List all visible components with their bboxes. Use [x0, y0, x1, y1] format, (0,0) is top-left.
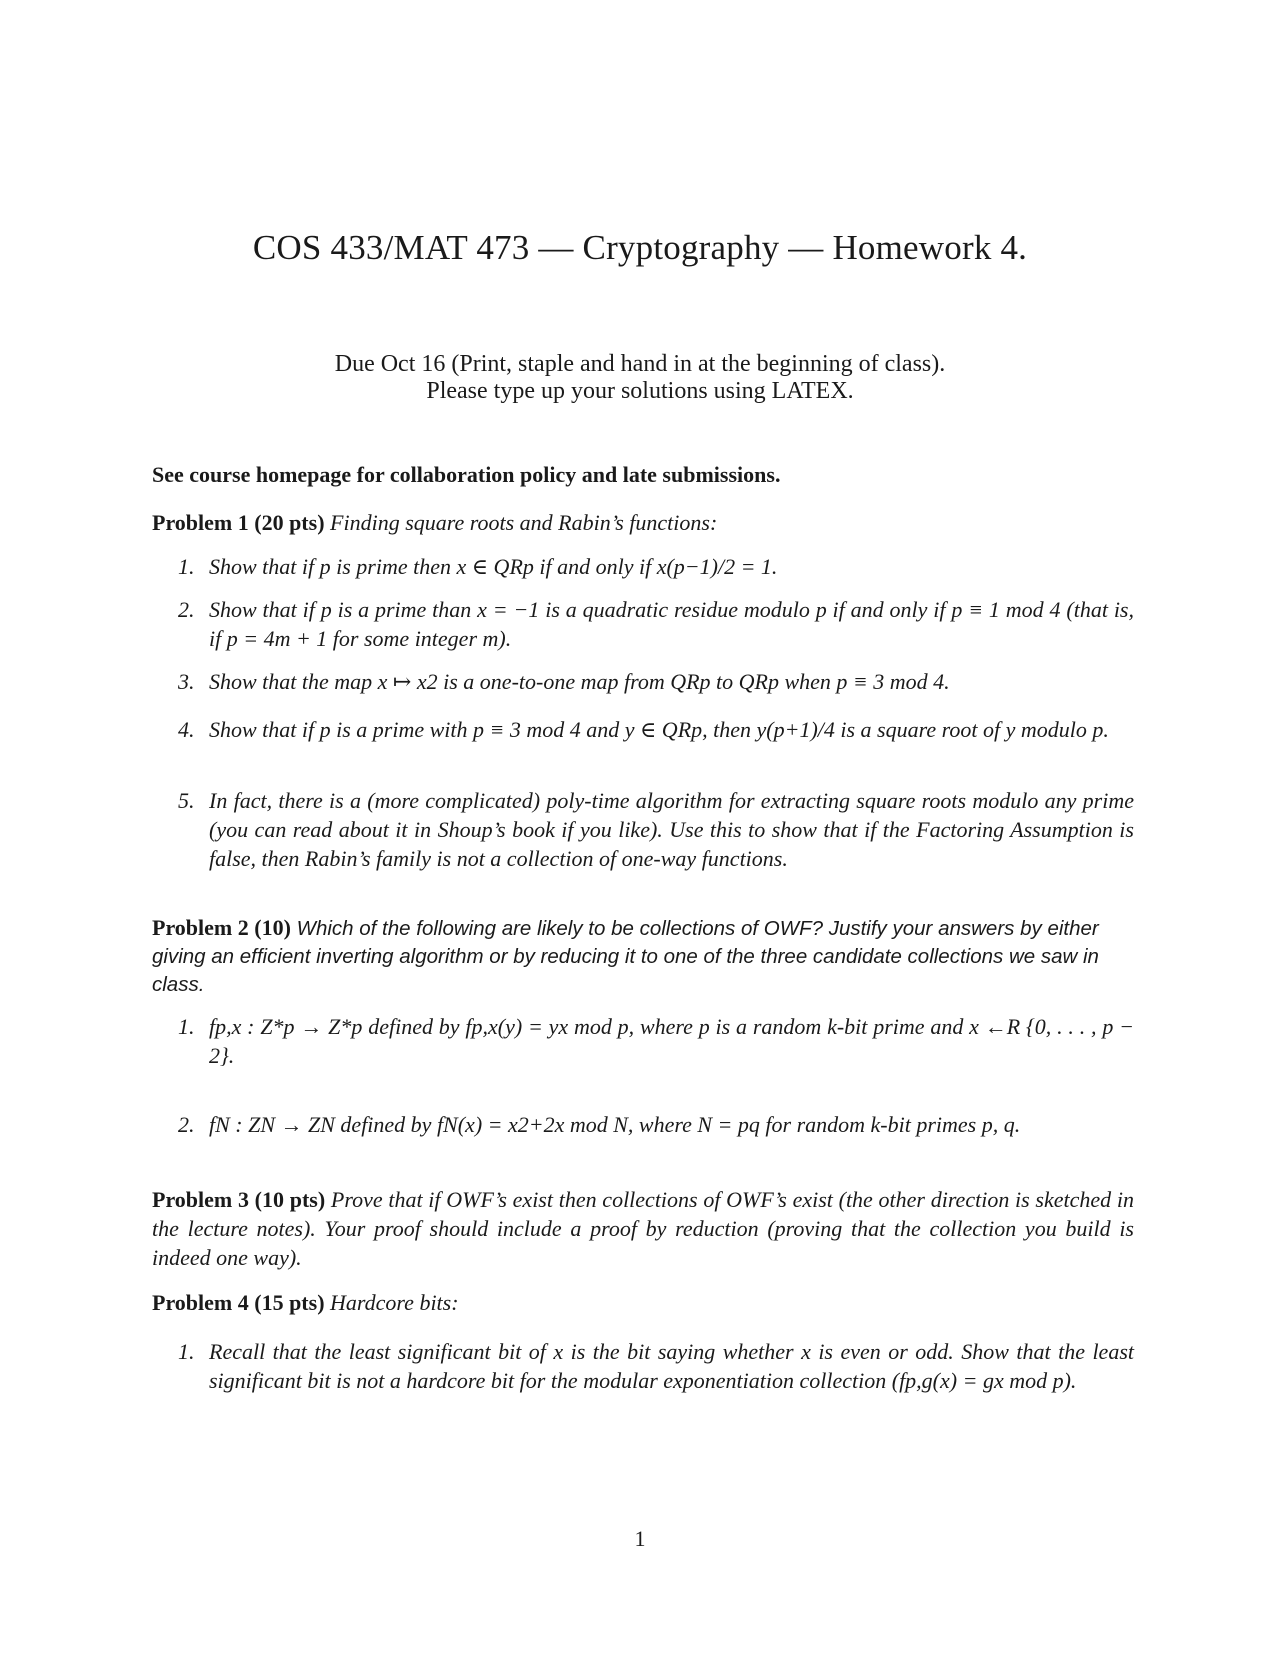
problem-1-item-3: 3. Show that the map x ↦ x2 is a one-to-one map from QRp to QRp when p ≡ 3 mod 4.	[178, 667, 1134, 696]
problem-4-description: Hardcore bits:	[330, 1290, 459, 1315]
problem-1-item-5: 5. In fact, there is a (more complicated) poly-time algorithm for extracting square roots modulo any prime (you can read about it in Shoup’s book if you like). Use this to show that if the Factoring Assumption is false, then Rabin’s family is not a collection of one-way functions.	[178, 788, 1134, 871]
problem-2-item-2: 2. fN : ZN → ZN defined by fN(x) = x2+2x mod N, where N = pq for random k-bit primes p, q.	[178, 1110, 1134, 1139]
problem-3-label: Problem 3 (10 pts)	[152, 1187, 326, 1212]
problem-4-label: Problem 4 (15 pts)	[152, 1290, 325, 1315]
problem-1-label: Problem 1 (20 pts)	[152, 510, 325, 535]
problem-4-item-1: 1. Recall that the least significant bit of x is the bit saying whether x is even or odd. Show that the least significant bit is not a hardcore bit for the modular exponentiation collection (fp,g(x) = gx mod p).	[178, 1339, 1134, 1393]
problem-4-item-1-text: Recall that the least significant bit of x is the bit saying whether x is even or odd. Show that the least significant bit is not a hardcore bit for the modular exponentiation collection (fp,g(x) = gx mod p).	[209, 1339, 1134, 1393]
problem-2-label: Problem 2 (10)	[152, 915, 291, 940]
due-date-line: Due Oct 16 (Print, staple and hand in at the beginning of class).	[334, 351, 946, 377]
problem-2-item-2-text: fN : ZN → ZN defined by fN(x) = x2+2x mod N, where N = pq for random k-bit primes p, q.	[209, 1112, 1021, 1137]
problem-4-heading	[152, 1288, 1134, 1317]
problem-1-heading	[152, 508, 1134, 537]
problem-1-item-4: 4. Show that if p is a prime with p ≡ 3 mod 4 and y ∈ QRp, then y(p+1)/4 is a square root of y modulo p.	[178, 715, 1134, 744]
problem-1-description: Finding square roots and Rabin’s functions:	[330, 510, 718, 535]
latex-instruction-text: Please type up your solutions using LATEX.	[426, 378, 854, 404]
problem-2-heading	[152, 914, 1134, 999]
collaboration-policy: See course homepage for collaboration policy and late submissions.	[152, 462, 781, 487]
problem-1-item-1-text: Show that if p is prime then x ∈ QRp if and only if x(p−1)/2 = 1.	[209, 554, 778, 579]
problem-1-item-1: 1. Show that if p is prime then x ∈ QRp if and only if x(p−1)/2 = 1.	[178, 552, 1134, 581]
problem-2-item-1-text: fp,x : Z*p → Z*p defined by fp,x(y) = yx mod p, where p is a random k-bit prime and x ←R {0, . . . , p − 2}.	[209, 1014, 1134, 1068]
problem-1-item-4-text: Show that if p is a prime with p ≡ 3 mod 4 and y ∈ QRp, then y(p+1)/4 is a square root of y modulo p.	[209, 717, 1109, 742]
problem-1-item-2-text: Show that if p is a prime than x = −1 is a quadratic residue modulo p if and only if p ≡ 1 mod 4 (that is, if p = 4m + 1 for some integer m).	[209, 597, 1134, 651]
latex-instruction-line	[0, 377, 1280, 406]
page-title: COS 433/MAT 473 — Cryptography — Homework 4.	[252, 228, 1028, 267]
problem-1-item-2: 2. Show that if p is a prime than x = −1 is a quadratic residue modulo p if and only if p ≡ 1 mod 4 (that is, if p = 4m + 1 for some integer m).	[178, 597, 1134, 651]
problem-1-item-3-text: Show that the map x ↦ x2 is a one-to-one map from QRp to QRp when p ≡ 3 mod 4.	[209, 669, 950, 694]
problem-1-item-5-text: In fact, there is a (more complicated) poly-time algorithm for extracting square roots modulo any prime (you can read about it in Shoup’s book if you like). Use this to show that if the Factoring Assumption is false, then Rabin’s family is not a collection of one-way functions.	[209, 788, 1134, 871]
problem-3-description: Prove that if OWF’s exist then collections of OWF’s exist (the other direction is sketched in the lecture notes). Your proof should include a proof by reduction (proving that the collection you build is indeed one way).	[152, 1187, 1134, 1270]
problem-2-description: Which of the following are likely to be collections of OWF? Justify your answers by either giving an efficient inverting algorithm or by reducing it to one of the three candidate collections we saw in class.	[152, 917, 1099, 996]
problem-3	[152, 1185, 1134, 1272]
problem-2-item-1: 1. fp,x : Z*p → Z*p defined by fp,x(y) = yx mod p, where p is a random k-bit prime and x ←R {0, . . . , p − 2}.	[178, 1014, 1134, 1068]
page-number: 1	[634, 1526, 646, 1551]
